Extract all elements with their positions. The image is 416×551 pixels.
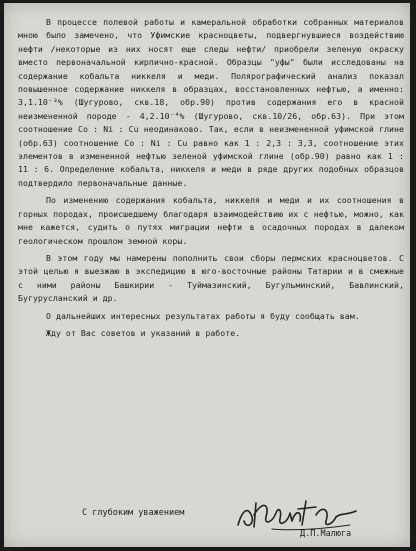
signer-name: Д.П.Малюга <box>300 529 352 539</box>
paragraph-3: В этом году мы намерены пополнить свои сборы пермских красноцветов. С этой целью я выезжаю в экспедицию в юго-восточные районы Татарии и в смежные с ними районы Башкирии - Туймазинский, Бугульминский, Бавлинский, Бугурусланский и др. <box>18 252 409 304</box>
signature-block <box>64 501 394 545</box>
paragraph-4: О дальнейших интересных результатах работы я буду сообщать вам. <box>46 310 360 321</box>
paragraph-2: По изменению содержания кобальта, никкеля и меди и их соотношения в горных породах, происшедшему благодаря взаимодействию их с нефтью, можно, как мне кажется, судить о путях миграции нефти в осадочных породах в далеком геологическом прошлом земной коры. <box>18 195 409 246</box>
letter-page <box>4 3 410 547</box>
paragraph-1: В процессе полевой работы и камеральной обработки собранных материалов мною было замечено, что Уфимские красноцветы, подвергнувшиеся воздействию нефти /некоторые из них носят еще следы нефти/ приобрели зеленую окраску вместо первоначальной кирпично-красной. Образцы "уфы" были исследованы на содержание кобальта никкеля и меди. Полярографический анализ показал повышенное содержание никкеля в образцах, восстановленных нефтью, а именно: 3,1.10⁻³% (Шугурово, скв.18, обр.90) против содержания его в красной неизмененной породе - 4,2.10⁻⁴% (Шугурово, скв.10/26, обр.63). При этом соотношение Co : Ni : Cu неодинаково. Так, если в неизмененной уфимской глине (обр.63) соотношение Co : Ni : Cu равно как 1 : 2,3 : 3,3, соотношение этих элементов в измененной нефтью зеленой уфимской глине (обр.90) равно как 1 : 11 : 6. Определение кобальта, никкеля и меди в ряде других подобных образцов подтвердило первоначальные данные. <box>18 17 409 188</box>
sign-off: С глубоким уважением <box>82 508 185 518</box>
letter-body <box>18 16 409 346</box>
closing-line: Жду от Вас советов и указаний в работе. <box>46 327 241 338</box>
